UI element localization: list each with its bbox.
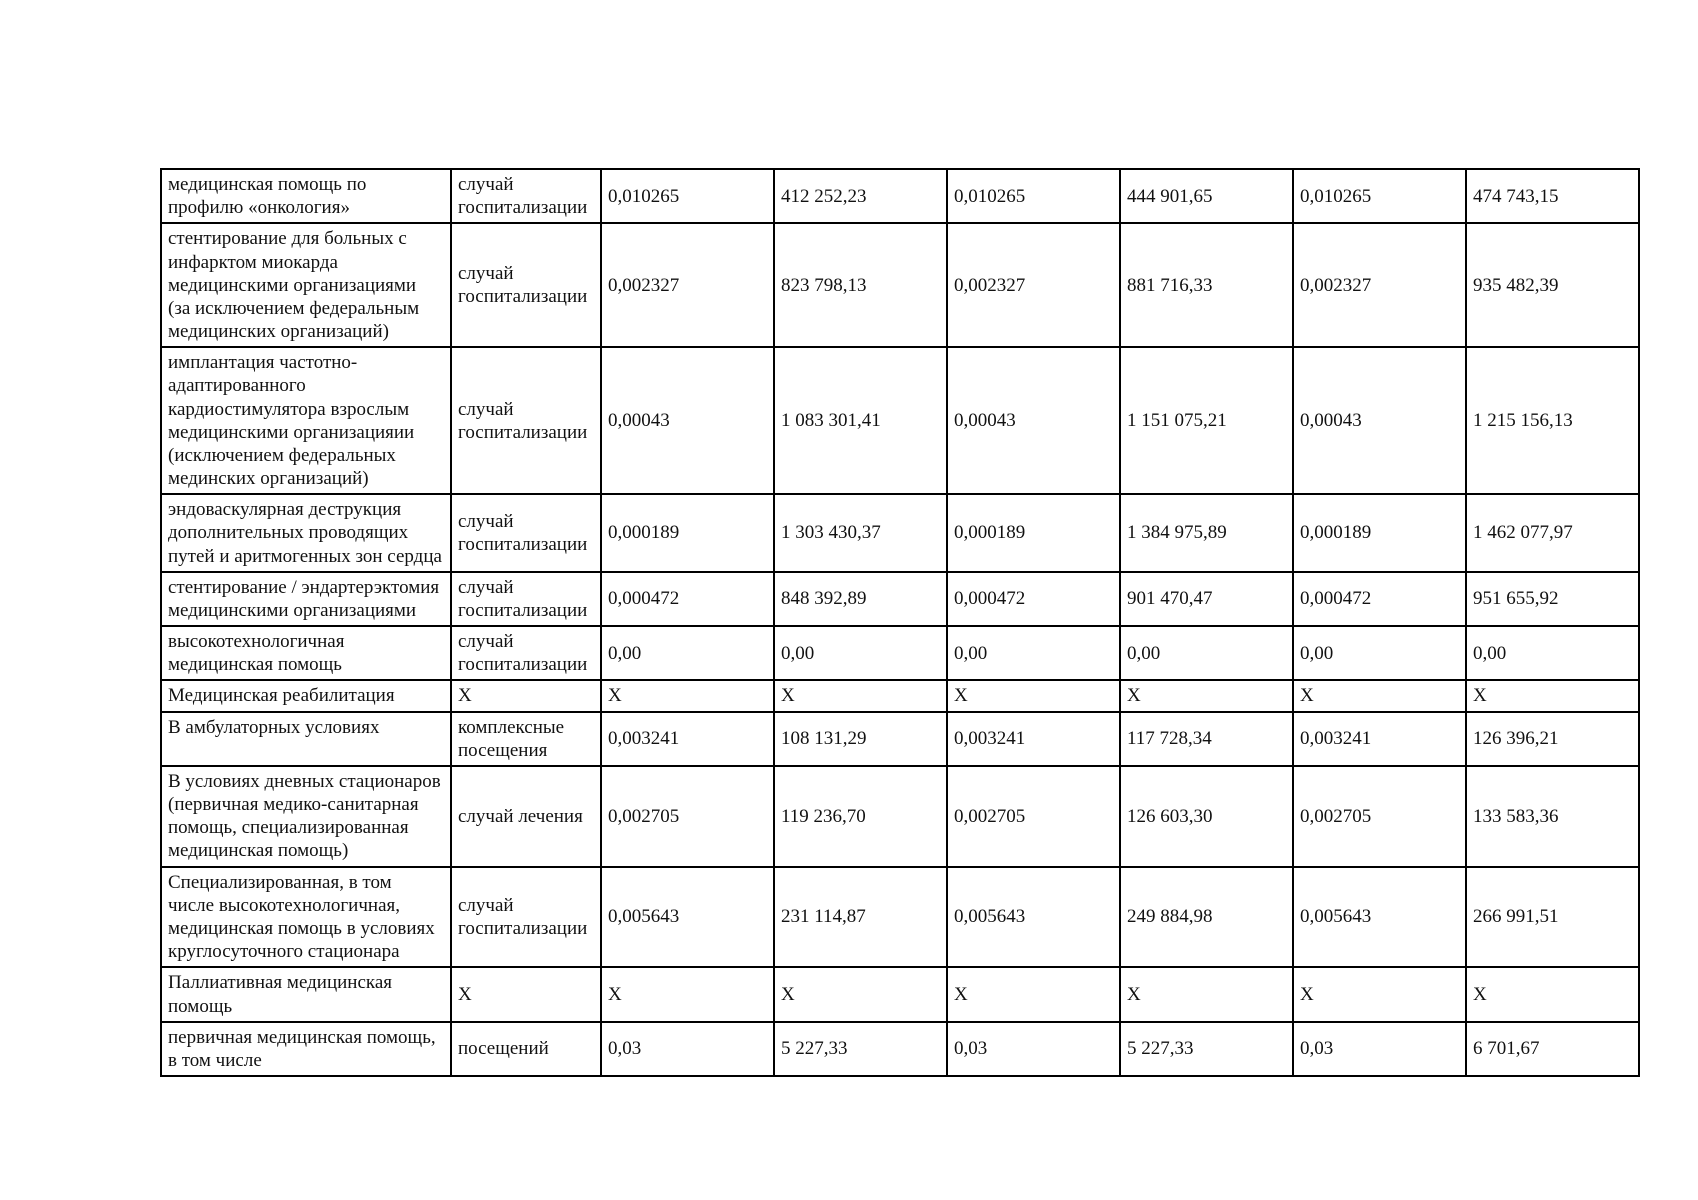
- value-cell: X: [774, 967, 947, 1021]
- value-cell: 1 384 975,89: [1120, 494, 1293, 572]
- value-cell: 0,002327: [601, 223, 774, 347]
- value-cell: 0,002705: [947, 766, 1120, 867]
- value-cell: 0,010265: [1293, 169, 1466, 223]
- value-cell: 126 603,30: [1120, 766, 1293, 867]
- service-name-cell: В амбулаторных условиях: [161, 712, 451, 766]
- unit-cell: случай госпитализации: [451, 223, 601, 347]
- value-cell: 0,002327: [947, 223, 1120, 347]
- service-name-cell: эндоваскулярная деструкция дополнительных проводящих путей и аритмогенных зон сердца: [161, 494, 451, 572]
- value-cell: 848 392,89: [774, 572, 947, 626]
- service-name-cell: имплантация частотно-адаптированного кардиостимулятора взрослым медицинскими организацияии (исключением федеральных мединских организаций): [161, 347, 451, 494]
- value-cell: 1 462 077,97: [1466, 494, 1639, 572]
- value-cell: 0,03: [1293, 1022, 1466, 1076]
- table-row: [161, 626, 1639, 680]
- value-cell: 0,005643: [601, 867, 774, 968]
- value-cell: 0,00: [601, 626, 774, 680]
- table-row: [161, 680, 1639, 711]
- service-name-cell: высокотехнологичная медицинская помощь: [161, 626, 451, 680]
- tariff-table: [160, 168, 1640, 1077]
- table-row: [161, 347, 1639, 494]
- value-cell: 0,005643: [1293, 867, 1466, 968]
- unit-cell: случай госпитализации: [451, 347, 601, 494]
- value-cell: X: [1293, 967, 1466, 1021]
- value-cell: 0,00: [1120, 626, 1293, 680]
- value-cell: 0,00: [774, 626, 947, 680]
- table-row: [161, 494, 1639, 572]
- value-cell: X: [1120, 680, 1293, 711]
- value-cell: 0,00: [947, 626, 1120, 680]
- value-cell: 412 252,23: [774, 169, 947, 223]
- unit-cell: случай госпитализации: [451, 572, 601, 626]
- value-cell: 901 470,47: [1120, 572, 1293, 626]
- value-cell: X: [947, 967, 1120, 1021]
- unit-cell: случай госпитализации: [451, 867, 601, 968]
- value-cell: 0,005643: [947, 867, 1120, 968]
- value-cell: 0,010265: [601, 169, 774, 223]
- value-cell: X: [1120, 967, 1293, 1021]
- unit-cell: комплексные посещения: [451, 712, 601, 766]
- tariff-table-body: [161, 169, 1639, 1076]
- value-cell: 249 884,98: [1120, 867, 1293, 968]
- value-cell: X: [1466, 967, 1639, 1021]
- value-cell: 0,000189: [947, 494, 1120, 572]
- value-cell: 0,00043: [947, 347, 1120, 494]
- value-cell: 0,03: [947, 1022, 1120, 1076]
- value-cell: 1 083 301,41: [774, 347, 947, 494]
- value-cell: 1 215 156,13: [1466, 347, 1639, 494]
- table-row: [161, 223, 1639, 347]
- value-cell: 0,010265: [947, 169, 1120, 223]
- unit-cell: случай госпитализации: [451, 626, 601, 680]
- value-cell: 823 798,13: [774, 223, 947, 347]
- value-cell: 5 227,33: [774, 1022, 947, 1076]
- value-cell: 0,002705: [1293, 766, 1466, 867]
- value-cell: 0,003241: [947, 712, 1120, 766]
- value-cell: 444 901,65: [1120, 169, 1293, 223]
- value-cell: 126 396,21: [1466, 712, 1639, 766]
- value-cell: 5 227,33: [1120, 1022, 1293, 1076]
- value-cell: 6 701,67: [1466, 1022, 1639, 1076]
- value-cell: 0,002327: [1293, 223, 1466, 347]
- unit-cell: X: [451, 680, 601, 711]
- table-row: [161, 169, 1639, 223]
- table-row: [161, 766, 1639, 867]
- value-cell: 881 716,33: [1120, 223, 1293, 347]
- value-cell: 474 743,15: [1466, 169, 1639, 223]
- value-cell: X: [601, 967, 774, 1021]
- service-name-cell: медицинская помощь по профилю «онкология»: [161, 169, 451, 223]
- value-cell: 0,000472: [601, 572, 774, 626]
- unit-cell: посещений: [451, 1022, 601, 1076]
- table-row: [161, 1022, 1639, 1076]
- table-row: [161, 712, 1639, 766]
- value-cell: 0,003241: [1293, 712, 1466, 766]
- value-cell: X: [774, 680, 947, 711]
- value-cell: 0,000472: [947, 572, 1120, 626]
- service-name-cell: первичная медицинская помощь, в том числе: [161, 1022, 451, 1076]
- table-row: [161, 572, 1639, 626]
- service-name-cell: стентирование для больных с инфарктом миокарда медицинскими организациями (за исключением федеральным медицинских организаций): [161, 223, 451, 347]
- value-cell: 951 655,92: [1466, 572, 1639, 626]
- value-cell: X: [601, 680, 774, 711]
- value-cell: 119 236,70: [774, 766, 947, 867]
- unit-cell: случай госпитализации: [451, 494, 601, 572]
- value-cell: 117 728,34: [1120, 712, 1293, 766]
- value-cell: X: [947, 680, 1120, 711]
- tariff-table-container: [160, 168, 1640, 1077]
- value-cell: 0,002705: [601, 766, 774, 867]
- value-cell: 0,00043: [601, 347, 774, 494]
- value-cell: 1 303 430,37: [774, 494, 947, 572]
- service-name-cell: В условиях дневных стационаров (первичная медико-санитарная помощь, специализированная медицинская помощь): [161, 766, 451, 867]
- table-row: [161, 967, 1639, 1021]
- service-name-cell: Паллиативная медицинская помощь: [161, 967, 451, 1021]
- table-row: [161, 867, 1639, 968]
- service-name-cell: стентирование / эндартерэктомия медицинскими организациями: [161, 572, 451, 626]
- unit-cell: случай госпитализации: [451, 169, 601, 223]
- value-cell: 133 583,36: [1466, 766, 1639, 867]
- value-cell: 108 131,29: [774, 712, 947, 766]
- value-cell: X: [1293, 680, 1466, 711]
- value-cell: 0,003241: [601, 712, 774, 766]
- value-cell: 0,000189: [601, 494, 774, 572]
- value-cell: 0,03: [601, 1022, 774, 1076]
- value-cell: 935 482,39: [1466, 223, 1639, 347]
- service-name-cell: Специализированная, в том числе высокотехнологичная, медицинская помощь в условиях круглосуточного стационара: [161, 867, 451, 968]
- service-name-cell: Медицинская реабилитация: [161, 680, 451, 711]
- value-cell: 266 991,51: [1466, 867, 1639, 968]
- value-cell: 1 151 075,21: [1120, 347, 1293, 494]
- unit-cell: случай лечения: [451, 766, 601, 867]
- value-cell: 231 114,87: [774, 867, 947, 968]
- value-cell: 0,000189: [1293, 494, 1466, 572]
- value-cell: 0,00: [1293, 626, 1466, 680]
- value-cell: 0,00: [1466, 626, 1639, 680]
- value-cell: X: [1466, 680, 1639, 711]
- value-cell: 0,000472: [1293, 572, 1466, 626]
- value-cell: 0,00043: [1293, 347, 1466, 494]
- unit-cell: X: [451, 967, 601, 1021]
